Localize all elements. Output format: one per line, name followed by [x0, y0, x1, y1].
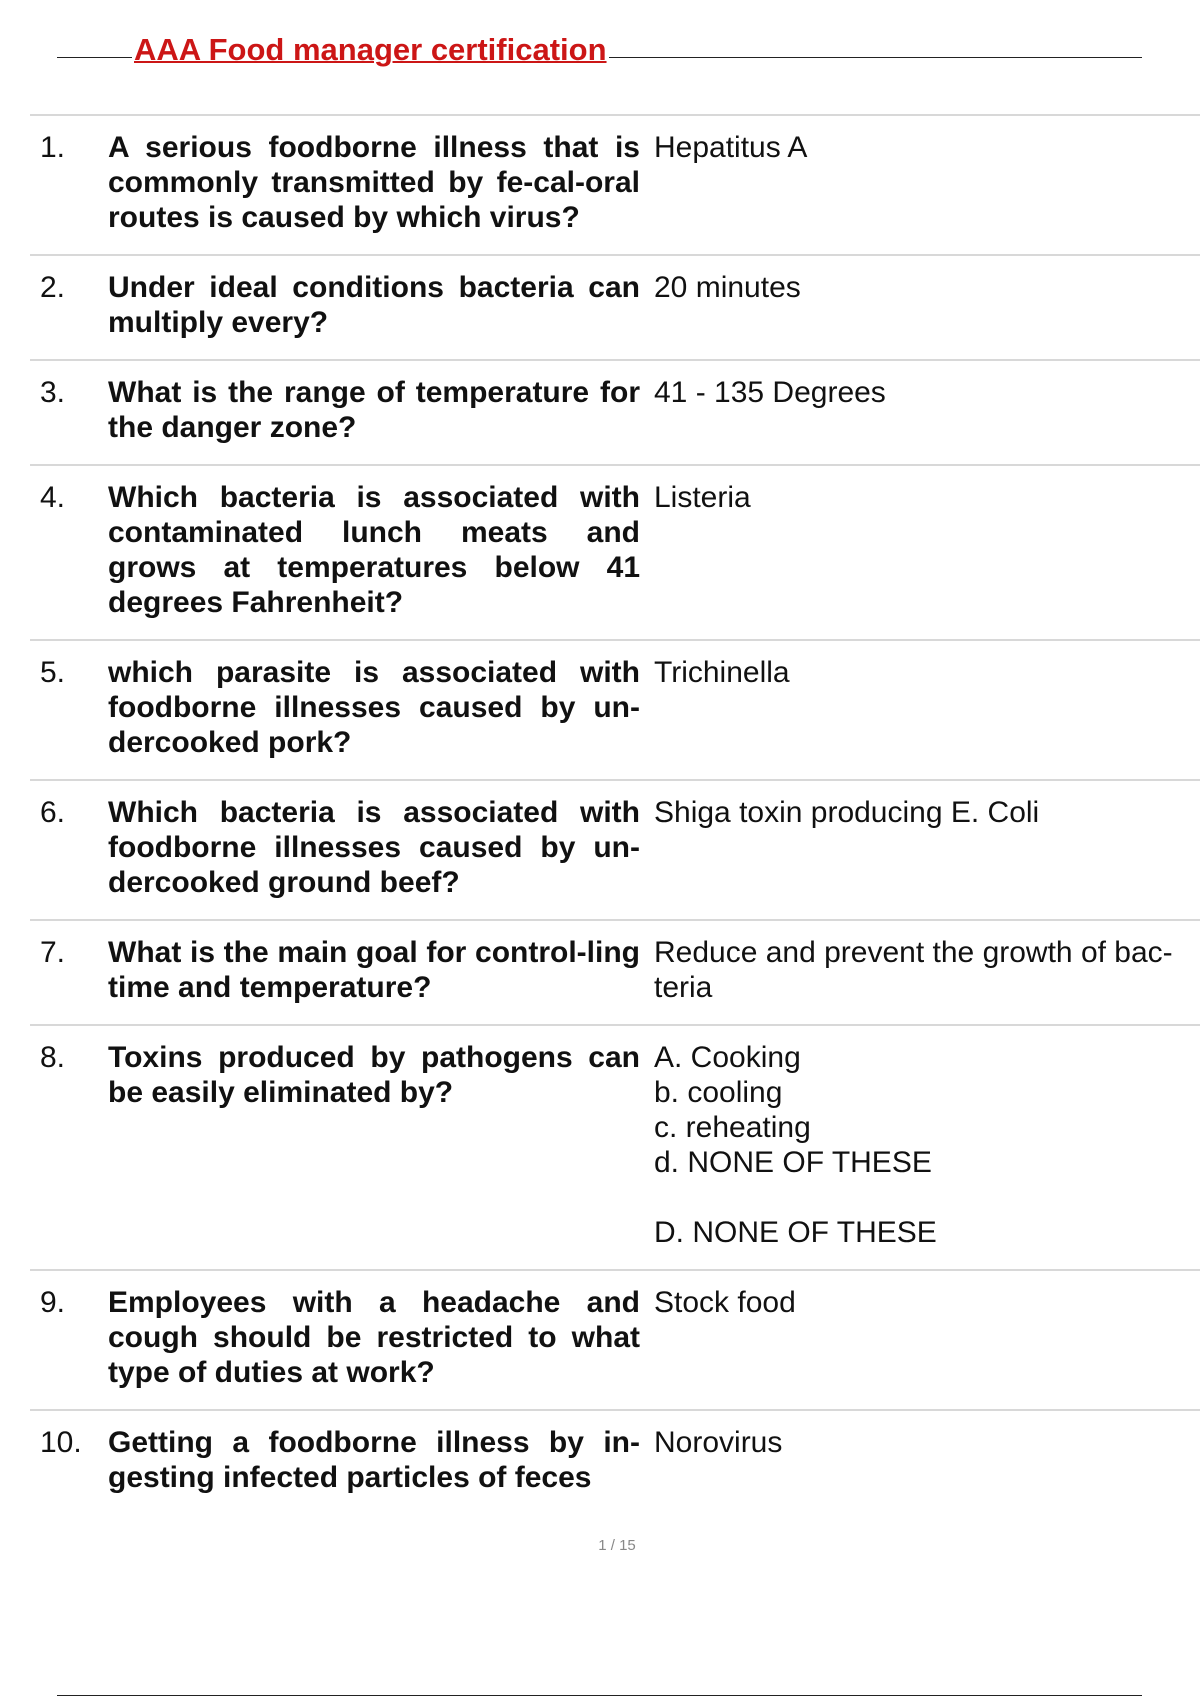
- answer-text: Listeria: [654, 481, 751, 514]
- document-title: AAA Food manager certification: [134, 32, 607, 67]
- question-number: 7.: [40, 936, 66, 969]
- question-text: Under ideal conditions bacteria can multiply every?: [108, 271, 640, 339]
- question-number: 10.: [40, 1426, 82, 1459]
- answer-text: Stock food: [654, 1286, 796, 1319]
- answer-text: 41 - 135 Degrees: [654, 376, 886, 409]
- question-text: What is the main goal for control-ling time and temperature?: [108, 936, 640, 1004]
- question-number: 5.: [40, 656, 66, 689]
- qa-row: [30, 1270, 1200, 1410]
- qa-table: [30, 114, 1200, 1514]
- footer-rule: [57, 1695, 1142, 1696]
- qa-row: [30, 465, 1200, 640]
- question-text: Employees with a headache and cough should be restricted to what type of duties at work?: [108, 1286, 640, 1389]
- question-text: Toxins produced by pathogens can be easily eliminated by?: [108, 1041, 640, 1109]
- answer-text: Hepatitus A: [654, 131, 808, 164]
- question-number: 3.: [40, 376, 66, 409]
- question-text: which parasite is associated with foodborne illnesses caused by un-dercooked pork?: [108, 656, 640, 759]
- qa-row: [30, 640, 1200, 780]
- qa-row: [30, 115, 1200, 255]
- question-text: Which bacteria is associated with foodborne illnesses caused by un-dercooked ground beef?: [108, 796, 640, 899]
- question-number: 4.: [40, 481, 66, 514]
- qa-row: [30, 920, 1200, 1025]
- question-number: 9.: [40, 1286, 66, 1319]
- question-number: 2.: [40, 271, 66, 304]
- qa-row: [30, 1025, 1200, 1270]
- answer-text: A. Cooking b. cooling c. reheating d. NONE OF THESE D. NONE OF THESE: [654, 1041, 937, 1249]
- question-text: A serious foodborne illness that is commonly transmitted by fe-cal-oral routes is caused by which virus?: [108, 131, 640, 234]
- page-number: 1 / 15: [598, 1537, 636, 1554]
- answer-text: Shiga toxin producing E. Coli: [654, 796, 1040, 829]
- answer-text: Reduce and prevent the growth of bac-teria: [654, 936, 1173, 1004]
- question-text: Getting a foodborne illness by in-gesting infected particles of feces: [108, 1426, 640, 1494]
- qa-row: [30, 780, 1200, 920]
- question-number: 6.: [40, 796, 66, 829]
- question-number: 8.: [40, 1041, 66, 1074]
- qa-row: [30, 1410, 1200, 1514]
- qa-row: [30, 255, 1200, 360]
- answer-text: Norovirus: [654, 1426, 783, 1459]
- question-number: 1.: [40, 131, 66, 164]
- answer-text: 20 minutes: [654, 271, 801, 304]
- question-text: Which bacteria is associated with contaminated lunch meats and grows at temperatures below 41 degrees Fahrenheit?: [108, 481, 640, 619]
- qa-row: [30, 360, 1200, 465]
- question-text: What is the range of temperature for the danger zone?: [108, 376, 640, 444]
- document-header: [57, 30, 1142, 90]
- answer-text: Trichinella: [654, 656, 790, 689]
